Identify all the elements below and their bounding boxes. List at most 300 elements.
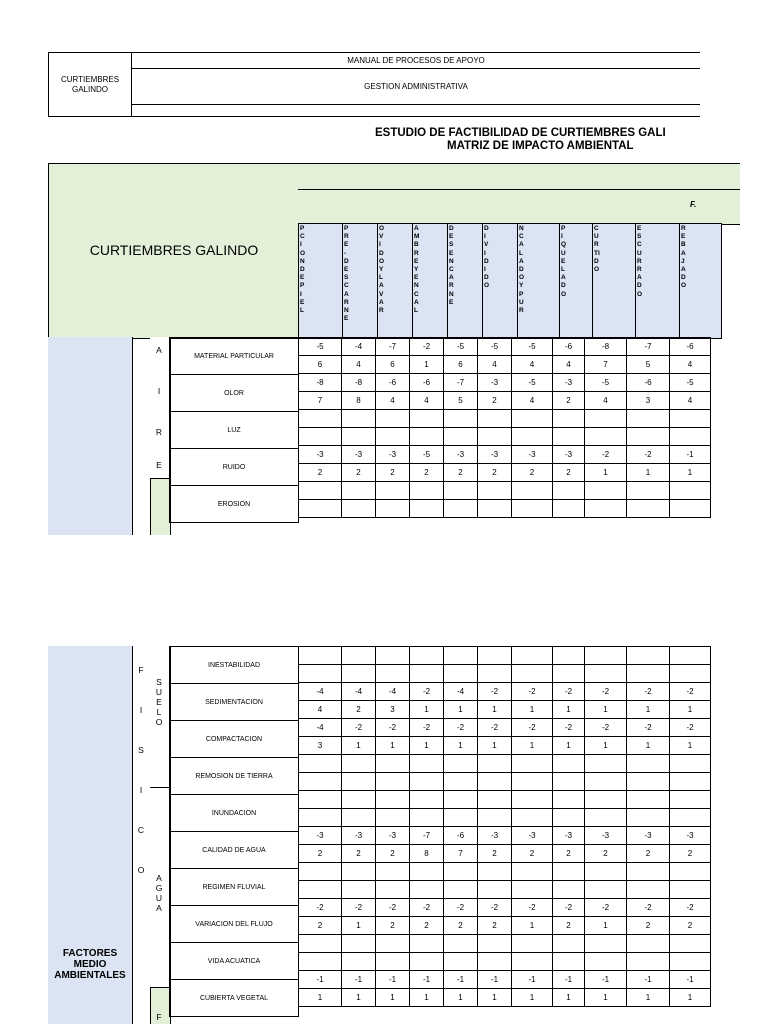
table-cell [585, 428, 627, 446]
table-cell [585, 500, 627, 518]
table-cell [376, 428, 410, 446]
table-cell [376, 953, 410, 971]
table-cell: -2 [299, 899, 342, 917]
table-cell [553, 428, 585, 446]
table-cell: -7 [376, 338, 410, 356]
table-cell: -2 [376, 719, 410, 737]
table-cell [512, 410, 553, 428]
table-cell [342, 809, 376, 827]
table-cell [299, 953, 342, 971]
table-cell: 2 [553, 845, 585, 863]
table-cell: 2 [553, 917, 585, 935]
table-cell [376, 773, 410, 791]
area-title: GESTION ADMINISTRATIVA [132, 69, 701, 105]
process-column-label: AMBREYENCAL [414, 225, 420, 315]
table-cell: 8 [342, 392, 376, 410]
factor-label: CALIDAD DE AGUA [170, 832, 299, 869]
table-cell [376, 791, 410, 809]
table-cell: -2 [670, 683, 711, 701]
table-row [299, 863, 711, 881]
table-cell [553, 791, 585, 809]
table-cell: -8 [299, 374, 342, 392]
table-cell: 1 [410, 701, 444, 719]
table-cell [376, 809, 410, 827]
table-row [299, 737, 711, 755]
table-cell: 2 [512, 845, 553, 863]
table-cell: 1 [342, 737, 376, 755]
table-cell [585, 647, 627, 665]
table-cell: 2 [512, 464, 553, 482]
table-cell: 2 [376, 917, 410, 935]
process-column-header [343, 224, 378, 339]
table-cell: -2 [585, 683, 627, 701]
table-cell: -7 [627, 338, 670, 356]
table-cell: -1 [670, 971, 711, 989]
process-column-label: PIQUELADO [561, 225, 567, 298]
table-cell [627, 482, 670, 500]
table-cell: -3 [478, 827, 512, 845]
table-cell: -4 [342, 683, 376, 701]
table-cell [342, 482, 376, 500]
table-cell [627, 755, 670, 773]
table-cell: 3 [299, 737, 342, 755]
table-row [299, 665, 711, 683]
table-cell [553, 755, 585, 773]
process-column-label: ESCURRADO [637, 225, 643, 298]
table-cell: 1 [670, 464, 711, 482]
table-cell: -2 [410, 683, 444, 701]
table-cell: 2 [478, 392, 512, 410]
table-cell: -2 [410, 338, 444, 356]
table-cell: -6 [444, 827, 478, 845]
process-column-label: DESENCARNE [449, 225, 454, 306]
table-cell [585, 935, 627, 953]
table-cell [342, 500, 376, 518]
section2-values [298, 646, 711, 1007]
table-row [299, 989, 711, 1007]
table-cell: -3 [553, 827, 585, 845]
table-row [299, 899, 711, 917]
fisico-letters [134, 650, 148, 890]
table-cell [410, 881, 444, 899]
table-cell: 2 [410, 917, 444, 935]
table-cell: -2 [585, 446, 627, 464]
table-cell [627, 428, 670, 446]
table-cell: 2 [670, 917, 711, 935]
table-cell: -1 [670, 446, 711, 464]
table-cell [478, 647, 512, 665]
table-cell: -4 [376, 683, 410, 701]
table-cell: 2 [299, 917, 342, 935]
table-cell [376, 482, 410, 500]
table-cell: 4 [376, 392, 410, 410]
table-cell [342, 665, 376, 683]
table-cell [478, 935, 512, 953]
table-cell [342, 773, 376, 791]
table-cell [299, 755, 342, 773]
table-cell: -7 [444, 374, 478, 392]
vertical-letter: C [137, 825, 145, 835]
table-cell [627, 773, 670, 791]
table-row [299, 719, 711, 737]
table-cell [478, 665, 512, 683]
table-row [299, 410, 711, 428]
vertical-letter: L [156, 707, 162, 717]
table-cell: -3 [478, 446, 512, 464]
table-cell: -3 [299, 827, 342, 845]
table-cell: 1 [627, 464, 670, 482]
table-cell [410, 935, 444, 953]
table-cell: -1 [512, 971, 553, 989]
table-cell [670, 500, 711, 518]
factor-label: COMPACTACION [170, 721, 299, 758]
table-cell: -2 [342, 899, 376, 917]
table-cell: 1 [376, 989, 410, 1007]
table-cell [342, 755, 376, 773]
table-cell: 6 [444, 356, 478, 374]
process-column-label: OVIDOYLAVAR [379, 225, 385, 315]
factor-label: OLOR [170, 375, 299, 412]
factores-label: FACTORES MEDIO AMBIENTALES [54, 948, 126, 981]
table-cell: -5 [299, 338, 342, 356]
table-cell: 1 [553, 989, 585, 1007]
table-cell: -2 [553, 719, 585, 737]
table-cell: 2 [553, 464, 585, 482]
section2-factor-labels [169, 646, 299, 1017]
matrix-brand: CURTIEMBRES GALINDO [89, 242, 259, 258]
study-title: ESTUDIO DE FACTIBILIDAD DE CURTIEMBRES GALI [375, 127, 666, 139]
table-cell: 1 [670, 989, 711, 1007]
table-cell: -5 [512, 338, 553, 356]
table-cell: 1 [478, 701, 512, 719]
table-cell: 2 [478, 464, 512, 482]
table-cell: 1 [410, 356, 444, 374]
table-row [299, 917, 711, 935]
factor-label: REGIMEN FLUVIAL [170, 869, 299, 906]
table-cell [670, 863, 711, 881]
section1-factor-labels [169, 337, 299, 523]
table-row [299, 374, 711, 392]
table-cell: 1 [585, 464, 627, 482]
table-cell [410, 500, 444, 518]
table-cell: 1 [478, 737, 512, 755]
table-cell [410, 665, 444, 683]
table-cell: -5 [410, 446, 444, 464]
table-cell: -1 [410, 971, 444, 989]
table-cell [670, 647, 711, 665]
table-cell: -2 [478, 719, 512, 737]
table-cell: 2 [444, 917, 478, 935]
table-cell: 2 [553, 392, 585, 410]
table-cell: -4 [444, 683, 478, 701]
table-cell [444, 410, 478, 428]
table-cell [553, 809, 585, 827]
table-cell: -5 [512, 374, 553, 392]
table-cell: 1 [670, 701, 711, 719]
process-column-header [448, 224, 483, 339]
table-row [299, 356, 711, 374]
table-cell: -5 [444, 338, 478, 356]
table-cell: 2 [478, 845, 512, 863]
agua-letters [152, 873, 166, 913]
table-row [299, 428, 711, 446]
table-cell: 2 [342, 701, 376, 719]
section1-side-panel [48, 337, 132, 535]
table-cell [342, 791, 376, 809]
matrix-brand-cell [48, 163, 300, 339]
table-row [299, 809, 711, 827]
table-cell: 1 [627, 737, 670, 755]
table-cell [585, 755, 627, 773]
table-cell: -1 [376, 971, 410, 989]
table-cell [444, 500, 478, 518]
table-cell [627, 953, 670, 971]
factor-label: VARIACION DEL FLUJO [170, 906, 299, 943]
table-cell: -3 [299, 446, 342, 464]
table-cell [299, 410, 342, 428]
table-cell [410, 428, 444, 446]
table-cell [376, 881, 410, 899]
vertical-letter: E [156, 697, 162, 707]
process-column-header [378, 224, 413, 339]
table-cell [512, 809, 553, 827]
table-cell: -2 [342, 719, 376, 737]
factor-label: MATERIAL PARTICULAR [170, 338, 299, 375]
table-cell [670, 482, 711, 500]
table-cell: -3 [512, 827, 553, 845]
table-cell [670, 809, 711, 827]
table-cell: -8 [342, 374, 376, 392]
table-cell: 4 [670, 356, 711, 374]
table-cell [410, 755, 444, 773]
factor-label: INESTABILIDAD [170, 647, 299, 684]
table-cell [585, 410, 627, 428]
table-cell: 1 [585, 989, 627, 1007]
table-cell: 1 [512, 701, 553, 719]
table-cell: 1 [553, 701, 585, 719]
table-cell: -2 [512, 719, 553, 737]
table-cell: -6 [376, 374, 410, 392]
table-cell: -2 [627, 683, 670, 701]
table-cell: 1 [585, 917, 627, 935]
table-cell [585, 881, 627, 899]
table-cell [410, 647, 444, 665]
table-cell [342, 410, 376, 428]
table-cell [585, 665, 627, 683]
table-cell: 1 [627, 989, 670, 1007]
table-cell [444, 863, 478, 881]
table-cell [376, 665, 410, 683]
vertical-letter: O [137, 865, 145, 875]
table-cell [478, 482, 512, 500]
table-cell: -2 [444, 719, 478, 737]
factor-label: CUBIERTA VEGETAL [170, 980, 299, 1017]
table-cell: -6 [670, 338, 711, 356]
vertical-letter: U [155, 893, 163, 903]
table-cell: 6 [299, 356, 342, 374]
process-column-header [560, 224, 593, 339]
table-cell: 7 [444, 845, 478, 863]
table-cell: 2 [627, 845, 670, 863]
table-cell [444, 773, 478, 791]
table-cell [627, 863, 670, 881]
section1-divider [150, 478, 169, 479]
table-cell [376, 647, 410, 665]
section2-divider [150, 987, 169, 988]
table-cell [376, 935, 410, 953]
table-cell: -2 [627, 899, 670, 917]
section2-divider-agua [150, 787, 169, 788]
table-cell: 2 [478, 917, 512, 935]
process-column-label: REBAJADO [681, 225, 687, 290]
table-cell [299, 773, 342, 791]
vertical-letter: S [156, 677, 162, 687]
table-row [299, 500, 711, 518]
matrix-top-right-label: F. [690, 200, 697, 209]
table-cell: -2 [627, 446, 670, 464]
table-row [299, 464, 711, 482]
table-cell: -1 [627, 971, 670, 989]
table-cell: -1 [478, 971, 512, 989]
table-cell: -5 [670, 374, 711, 392]
table-cell [670, 953, 711, 971]
table-row [299, 338, 711, 356]
table-row [299, 647, 711, 665]
table-cell [299, 791, 342, 809]
table-cell [299, 809, 342, 827]
table-cell: -1 [444, 971, 478, 989]
table-cell: 7 [299, 392, 342, 410]
table-cell: -3 [376, 827, 410, 845]
table-cell: -2 [512, 899, 553, 917]
table-cell: -5 [478, 338, 512, 356]
table-cell: -3 [478, 374, 512, 392]
table-cell [627, 791, 670, 809]
table-cell [585, 791, 627, 809]
table-cell: 1 [553, 737, 585, 755]
company-name: CURTIEMBRES GALINDO [49, 53, 132, 117]
table-cell: 2 [670, 845, 711, 863]
factor-label: EROSION [170, 486, 299, 523]
process-column-label: NCALADOYPUR [519, 225, 525, 315]
table-cell: 5 [627, 356, 670, 374]
table-cell: 1 [512, 917, 553, 935]
process-column-label: PCIONDEPIEL [300, 225, 306, 315]
table-cell: -2 [670, 719, 711, 737]
table-cell [512, 482, 553, 500]
factor-label: INUNDACION [170, 795, 299, 832]
table-cell [342, 881, 376, 899]
vertical-letter: S [138, 745, 144, 755]
table-cell: 2 [299, 464, 342, 482]
table-cell: -1 [299, 971, 342, 989]
table-cell: 4 [670, 392, 711, 410]
vertical-letter: A [156, 873, 162, 883]
table-cell [299, 500, 342, 518]
table-row [299, 827, 711, 845]
table-cell [512, 863, 553, 881]
letter-r: R [155, 427, 163, 437]
table-cell [553, 863, 585, 881]
table-cell [553, 881, 585, 899]
table-cell [585, 953, 627, 971]
table-cell [553, 665, 585, 683]
table-cell [670, 665, 711, 683]
table-cell: -2 [670, 899, 711, 917]
matrix-top-bar [298, 163, 740, 225]
table-cell: -3 [553, 446, 585, 464]
table-cell [299, 665, 342, 683]
process-header-row [298, 223, 722, 339]
table-cell: -4 [299, 719, 342, 737]
table-cell: -3 [627, 827, 670, 845]
process-column-header [299, 224, 343, 339]
table-cell [627, 410, 670, 428]
table-cell [410, 953, 444, 971]
table-cell [410, 410, 444, 428]
table-cell: 1 [444, 989, 478, 1007]
table-cell: 1 [342, 989, 376, 1007]
table-cell [410, 791, 444, 809]
table-cell: 2 [444, 464, 478, 482]
table-cell [670, 791, 711, 809]
letter-a: A [156, 345, 162, 355]
table-cell [512, 755, 553, 773]
table-cell: -6 [553, 338, 585, 356]
table-row [299, 881, 711, 899]
table-cell: 1 [299, 989, 342, 1007]
table-cell: -3 [342, 446, 376, 464]
table-cell: -3 [376, 446, 410, 464]
letter-i: I [157, 386, 161, 396]
table-cell: -1 [342, 971, 376, 989]
section1-values [298, 337, 711, 518]
table-cell [627, 809, 670, 827]
table-cell: -2 [478, 683, 512, 701]
process-column-label: PRE-DESCARNE [344, 225, 349, 323]
table-cell [444, 428, 478, 446]
table-cell: -2 [410, 719, 444, 737]
table-cell: 1 [444, 701, 478, 719]
table-cell [410, 863, 444, 881]
header-blank-row [132, 105, 701, 117]
table-cell: -6 [627, 374, 670, 392]
table-cell [478, 755, 512, 773]
table-cell [512, 647, 553, 665]
section1-white-stripe [150, 337, 170, 478]
factor-label: LUZ [170, 412, 299, 449]
table-cell [512, 935, 553, 953]
table-cell: 4 [478, 356, 512, 374]
table-cell [342, 953, 376, 971]
table-cell [585, 482, 627, 500]
table-cell [444, 482, 478, 500]
table-cell [512, 773, 553, 791]
table-cell: 4 [553, 356, 585, 374]
table-cell [376, 500, 410, 518]
table-row [299, 392, 711, 410]
table-cell [410, 809, 444, 827]
table-cell: 4 [512, 392, 553, 410]
letter-e: E [156, 460, 162, 470]
table-cell: 1 [512, 989, 553, 1007]
table-cell: -2 [376, 899, 410, 917]
table-cell [553, 935, 585, 953]
table-cell [553, 773, 585, 791]
table-cell [444, 647, 478, 665]
table-cell: 6 [376, 356, 410, 374]
process-column-label: DIVIDIDO [484, 225, 490, 290]
